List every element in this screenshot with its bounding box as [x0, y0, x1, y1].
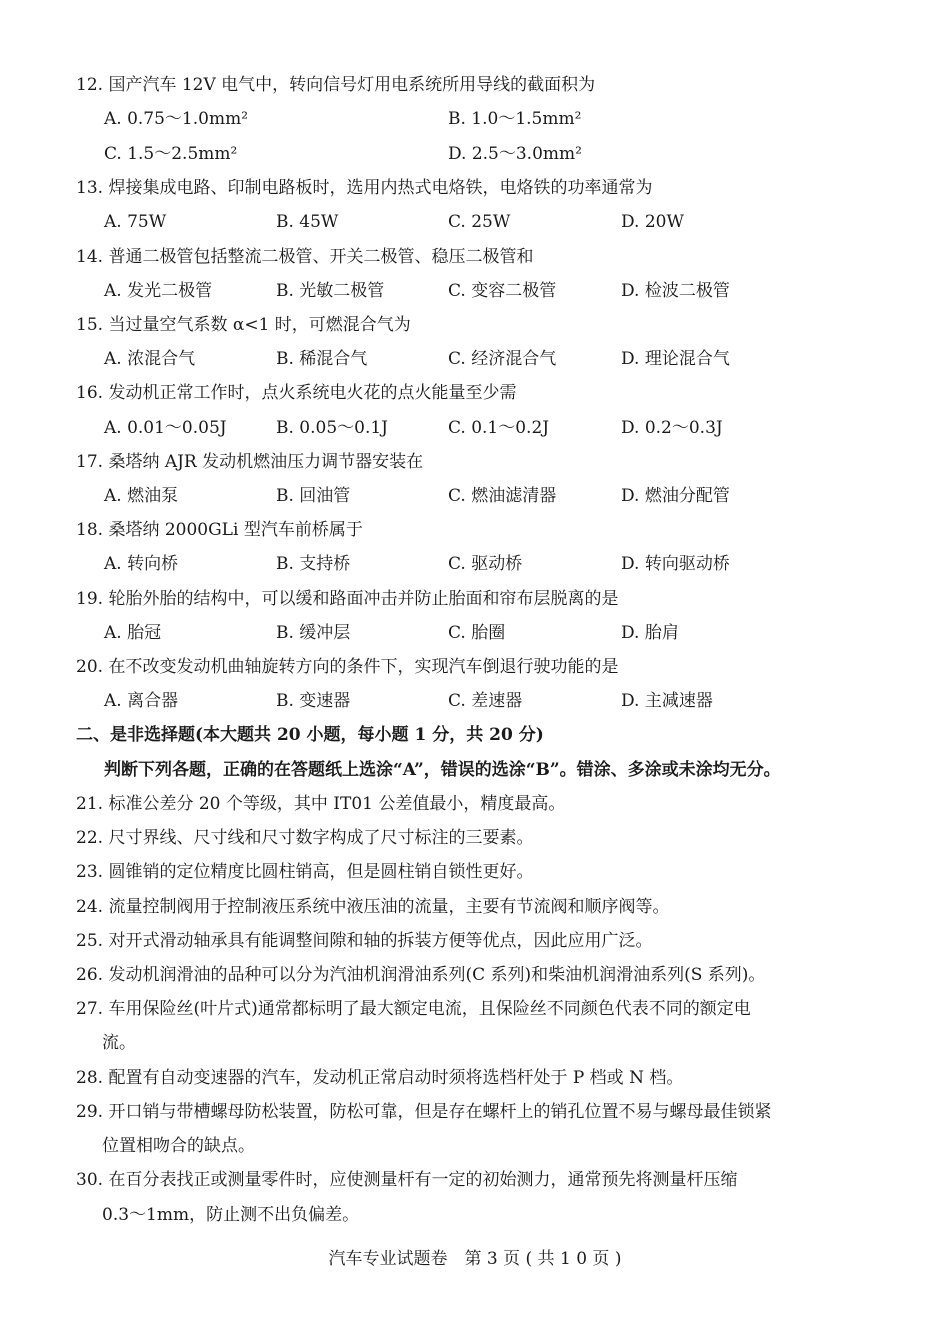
- option-b: B. 1.0～1.5mm²: [448, 109, 582, 129]
- question-27-line2: 流。: [102, 1033, 136, 1053]
- option-d: D. 0.2～0.3J: [621, 418, 723, 438]
- option-d: D. 检波二极管: [621, 281, 730, 301]
- option-b: B. 缓冲层: [276, 623, 351, 643]
- option-a: A. 75W: [104, 212, 167, 232]
- option-c: C. 燃油滤清器: [448, 486, 557, 506]
- question-29-line2: 位置相吻合的缺点。: [102, 1136, 255, 1156]
- question-15-stem: 15. 当过量空气系数 α<1 时，可燃混合气为: [76, 315, 411, 335]
- question-28: 28. 配置有自动变速器的汽车，发动机正常启动时须将选档杆处于 P 档或 N 档。: [76, 1068, 684, 1088]
- question-24: 24. 流量控制阀用于控制液压系统中液压油的流量，主要有节流阀和顺序阀等。: [76, 897, 670, 917]
- option-c: C. 变容二极管: [448, 281, 557, 301]
- option-a: A. 浓混合气: [104, 349, 196, 369]
- option-d: D. 胎肩: [621, 623, 679, 643]
- option-d: D. 2.5～3.0mm²: [448, 144, 582, 164]
- page-footer: 汽车专业试题卷 第 3 页 ( 共 1 0 页 ): [328, 1249, 622, 1269]
- question-16-stem: 16. 发动机正常工作时，点火系统电火花的点火能量至少需: [76, 383, 517, 403]
- question-23: 23. 圆锥销的定位精度比圆柱销高，但是圆柱销自锁性更好。: [76, 862, 534, 882]
- option-b: B. 0.05～0.1J: [276, 418, 389, 438]
- question-30-line2: 0.3～1mm，防止测不出负偏差。: [102, 1205, 360, 1225]
- question-30-line1: 30. 在百分表找正或测量零件时，应使测量杆有一定的初始测力，通常预先将测量杆压缩: [76, 1170, 738, 1190]
- question-13-stem: 13. 焊接集成电路、印制电路板时，选用内热式电烙铁，电烙铁的功率通常为: [76, 178, 653, 198]
- question-27-line1: 27. 车用保险丝(叶片式)通常都标明了最大额定电流，且保险丝不同颜色代表不同的额定电: [76, 999, 751, 1019]
- section-2-instruction: 判断下列各题，正确的在答题纸上选涂“A”，错误的选涂“B”。错涂、多涂或未涂均无分。: [104, 760, 781, 780]
- option-b: B. 回油管: [276, 486, 351, 506]
- question-12-stem: 12. 国产汽车 12V 电气中，转向信号灯用电系统所用导线的截面积为: [76, 75, 596, 95]
- question-14-stem: 14. 普通二极管包括整流二极管、开关二极管、稳压二极管和: [76, 247, 534, 267]
- section-2-title: 二、是非选择题(本大题共 20 小题，每小题 1 分，共 20 分): [76, 725, 544, 745]
- option-c: C. 经济混合气: [448, 349, 557, 369]
- option-b: B. 变速器: [276, 691, 351, 711]
- option-c: C. 1.5～2.5mm²: [104, 144, 238, 164]
- question-21: 21. 标准公差分 20 个等级，其中 IT01 公差值最小，精度最高。: [76, 794, 566, 814]
- question-17-stem: 17. 桑塔纳 AJR 发动机燃油压力调节器安装在: [76, 452, 424, 472]
- question-18-stem: 18. 桑塔纳 2000GLi 型汽车前桥属于: [76, 520, 363, 540]
- option-d: D. 转向驱动桥: [621, 554, 730, 574]
- option-a: A. 胎冠: [104, 623, 162, 643]
- option-c: C. 25W: [448, 212, 511, 232]
- question-22: 22. 尺寸界线、尺寸线和尺寸数字构成了尺寸标注的三要素。: [76, 828, 534, 848]
- question-26: 26. 发动机润滑油的品种可以分为汽油机润滑油系列(C 系列)和柴油机润滑油系列(S 系列)。: [76, 965, 766, 985]
- option-c: C. 驱动桥: [448, 554, 523, 574]
- option-b: B. 稀混合气: [276, 349, 368, 369]
- option-c: C. 差速器: [448, 691, 523, 711]
- option-a: A. 转向桥: [104, 554, 179, 574]
- option-b: B. 光敏二极管: [276, 281, 385, 301]
- question-25: 25. 对开式滑动轴承具有能调整间隙和轴的拆装方便等优点，因此应用广泛。: [76, 931, 653, 951]
- option-c: C. 0.1～0.2J: [448, 418, 550, 438]
- option-a: A. 发光二极管: [104, 281, 213, 301]
- option-d: D. 理论混合气: [621, 349, 730, 369]
- option-a: A. 离合器: [104, 691, 179, 711]
- option-c: C. 胎圈: [448, 623, 506, 643]
- option-a: A. 燃油泵: [104, 486, 179, 506]
- option-d: D. 主减速器: [621, 691, 713, 711]
- question-29-line1: 29. 开口销与带槽螺母防松装置，防松可靠，但是存在螺杆上的销孔位置不易与螺母最佳锁紧: [76, 1102, 772, 1122]
- question-20-stem: 20. 在不改变发动机曲轴旋转方向的条件下，实现汽车倒退行驶功能的是: [76, 657, 619, 677]
- option-a: A. 0.01～0.05J: [104, 418, 227, 438]
- option-a: A. 0.75～1.0mm²: [104, 109, 249, 129]
- option-d: D. 燃油分配管: [621, 486, 730, 506]
- question-19-stem: 19. 轮胎外胎的结构中，可以缓和路面冲击并防止胎面和帘布层脱离的是: [76, 589, 619, 609]
- option-b: B. 支持桥: [276, 554, 351, 574]
- option-b: B. 45W: [276, 212, 339, 232]
- option-d: D. 20W: [621, 212, 684, 232]
